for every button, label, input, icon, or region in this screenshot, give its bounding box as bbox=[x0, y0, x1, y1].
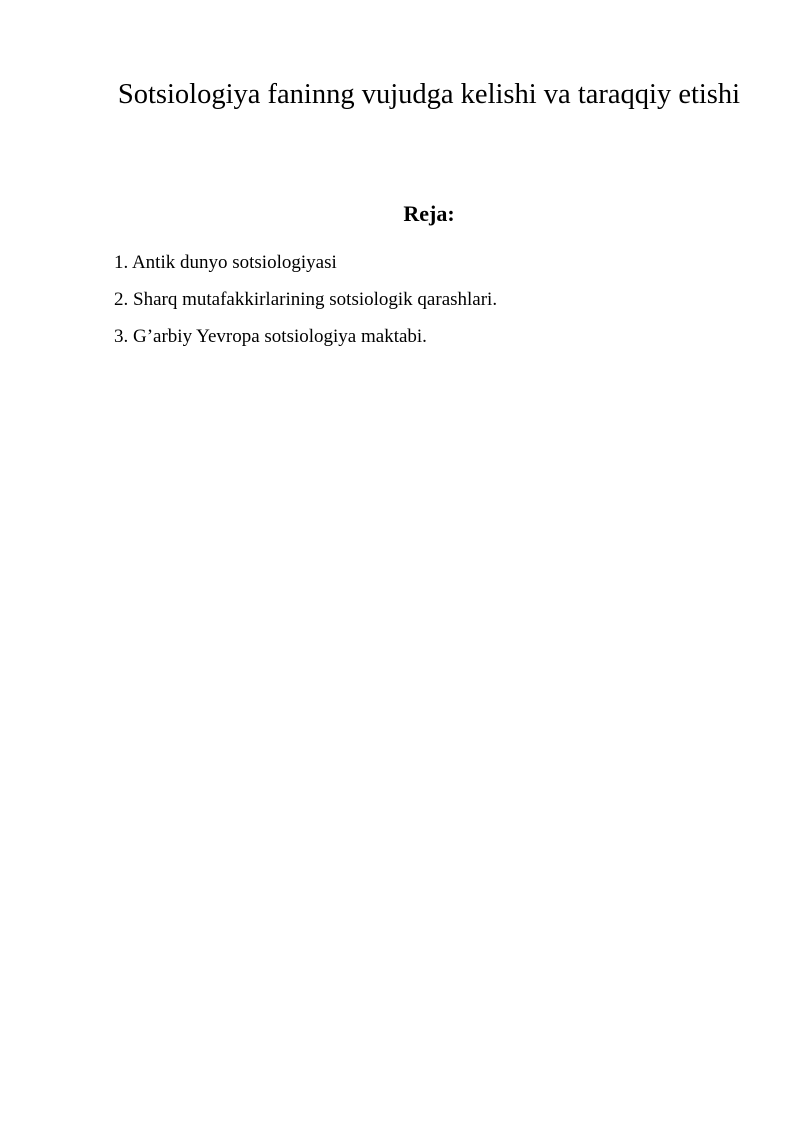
plan-item: 3. G’arbiy Yevropa sotsiologiya maktabi. bbox=[114, 326, 427, 347]
plan-item: 1. Antik dunyo sotsiologiyasi bbox=[114, 252, 337, 273]
plan-list bbox=[114, 250, 497, 361]
plan-heading: Reja: bbox=[403, 201, 455, 226]
document-title: Sotsiologiya faninng vujudga kelishi va taraqqiy etishi bbox=[117, 79, 741, 110]
plan-item: 2. Sharq mutafakkirlarining sotsiologik qarashlari. bbox=[114, 289, 498, 310]
